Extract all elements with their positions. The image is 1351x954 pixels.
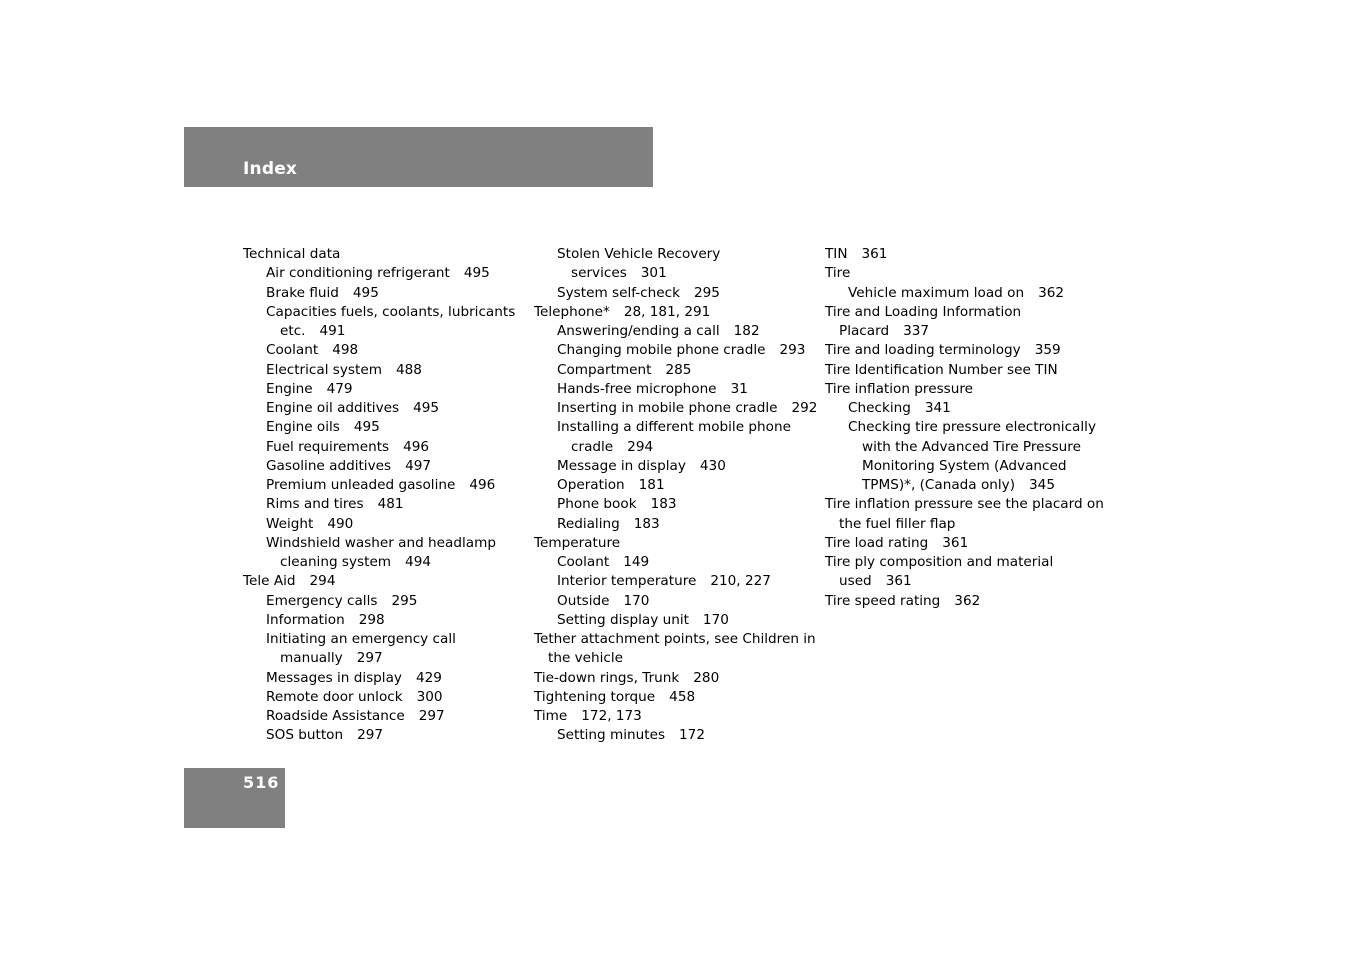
index-entry-pages: 31 bbox=[730, 380, 748, 397]
index-entry bbox=[243, 553, 528, 572]
index-entry bbox=[825, 341, 1100, 360]
index-entry-text: Checking bbox=[848, 400, 911, 416]
index-entry-text: etc. bbox=[280, 323, 306, 339]
index-entry-pages: 495 bbox=[413, 400, 440, 416]
index-entry-text: Engine bbox=[266, 380, 313, 397]
index-entry-text: Time bbox=[534, 708, 568, 724]
index-entry-text: Tire Identification Number see TIN bbox=[825, 361, 1058, 378]
index-entry bbox=[243, 399, 528, 418]
index-entry bbox=[534, 649, 819, 668]
index-entry bbox=[534, 361, 819, 380]
index-entry-pages: 280 bbox=[693, 669, 720, 686]
index-entry-text: Compartment bbox=[557, 361, 652, 378]
index-entry-text: Tire inflation pressure see the placard on bbox=[825, 496, 1104, 513]
index-entry-pages: 297 bbox=[356, 650, 383, 667]
index-entry-text: Inserting in mobile phone cradle bbox=[557, 400, 778, 416]
index-entry-text: Hands-free microphone bbox=[557, 380, 717, 397]
index-entry-pages: 430 bbox=[699, 457, 726, 474]
index-entry-pages: 496 bbox=[469, 477, 496, 493]
index-entry-text: Changing mobile phone cradle bbox=[557, 342, 766, 359]
index-entry bbox=[534, 572, 819, 591]
index-entry-text: Temperature bbox=[534, 534, 621, 551]
header-bar bbox=[184, 127, 653, 187]
index-entry-pages: 149 bbox=[623, 554, 650, 570]
index-entry bbox=[243, 361, 528, 380]
index-entry bbox=[534, 515, 819, 534]
index-entry-text: Remote door unlock bbox=[266, 688, 403, 705]
index-entry-text: Tire and loading terminology bbox=[825, 342, 1021, 359]
page-title: Index bbox=[243, 159, 298, 179]
index-entry-text: Weight bbox=[266, 515, 314, 532]
index-entry bbox=[825, 380, 1100, 399]
index-entry bbox=[825, 515, 1100, 534]
index-entry-text: Tire bbox=[825, 265, 851, 282]
index-entry bbox=[825, 572, 1100, 591]
index-entry bbox=[243, 630, 528, 649]
index-entry-pages: 362 bbox=[1038, 284, 1065, 301]
index-entry bbox=[243, 611, 528, 630]
index-entry bbox=[825, 245, 1100, 264]
index-entry-pages: 341 bbox=[924, 400, 951, 416]
index-entry-text: Message in display bbox=[557, 457, 686, 474]
index-entry-pages: 210, 227 bbox=[710, 573, 771, 590]
index-entry-pages: 337 bbox=[903, 323, 930, 339]
index-entry-pages: 297 bbox=[357, 727, 384, 744]
index-entry-text: Redialing bbox=[557, 515, 620, 532]
index-entry-pages: 495 bbox=[463, 265, 490, 282]
index-entry bbox=[243, 457, 528, 476]
index-entry bbox=[243, 380, 528, 399]
index-entry-text: Brake fluid bbox=[266, 284, 339, 301]
index-entry bbox=[534, 611, 819, 630]
index-entry bbox=[243, 284, 528, 303]
index-entry-pages: 495 bbox=[353, 419, 380, 436]
index-entry bbox=[534, 380, 819, 399]
index-entry-text: Engine oils bbox=[266, 419, 340, 436]
page-number-box bbox=[184, 768, 285, 828]
index-entry-text: Tire speed rating bbox=[825, 592, 941, 609]
index-entry-text: manually bbox=[280, 650, 343, 667]
index-entry bbox=[534, 418, 819, 437]
index-entry-text: Installing a different mobile phone bbox=[557, 419, 791, 436]
index-entry bbox=[534, 438, 819, 457]
index-entry bbox=[243, 688, 528, 707]
index-entry bbox=[534, 245, 819, 264]
index-entry-pages: 298 bbox=[358, 611, 385, 628]
index-entry-pages: 295 bbox=[391, 592, 418, 609]
index-entry-pages: 181 bbox=[638, 477, 665, 493]
index-entry bbox=[534, 707, 819, 726]
index-entry-text: Air conditioning refrigerant bbox=[266, 265, 450, 282]
index-entry-pages: 172 bbox=[679, 727, 705, 744]
index-entry bbox=[825, 553, 1100, 572]
index-entry bbox=[243, 303, 528, 322]
index-entry-pages: 294 bbox=[309, 573, 336, 590]
index-entry bbox=[825, 534, 1100, 553]
index-entry-text: with the Advanced Tire Pressure bbox=[862, 438, 1081, 455]
index-entry-pages: 295 bbox=[693, 284, 720, 301]
index-entry-pages: 170 bbox=[702, 611, 729, 628]
index-entry-text: Coolant bbox=[266, 342, 319, 359]
index-entry bbox=[825, 399, 1100, 418]
index-entry-pages: 491 bbox=[319, 323, 346, 339]
index-entry-text: Tire ply composition and material bbox=[825, 554, 1054, 570]
index-entry-pages: 497 bbox=[405, 457, 432, 474]
index-entry-text: Fuel requirements bbox=[266, 438, 390, 455]
index-entry-text: Interior temperature bbox=[557, 573, 697, 590]
index-entry bbox=[243, 495, 528, 514]
index-entry bbox=[825, 264, 1100, 283]
index-entry bbox=[243, 572, 528, 591]
index-entry-text: Tether attachment points, see Children in bbox=[534, 631, 816, 647]
index-entry-text: Checking tire pressure electronically bbox=[848, 419, 1096, 436]
index-entry-text: Operation bbox=[557, 477, 625, 493]
index-entry-text: Tightening torque bbox=[534, 688, 656, 705]
index-entry bbox=[534, 457, 819, 476]
index-entry-pages: 362 bbox=[954, 592, 981, 609]
index-entry bbox=[534, 630, 819, 649]
index-entry-pages: 285 bbox=[665, 361, 692, 378]
index-entry-text: Telephone* bbox=[534, 303, 610, 320]
index-entry bbox=[534, 534, 819, 553]
index-entry-pages: 28, 181, 291 bbox=[623, 303, 711, 320]
index-entry bbox=[825, 476, 1100, 495]
index-entry bbox=[243, 264, 528, 283]
index-entry bbox=[243, 726, 528, 745]
index-entry-pages: 294 bbox=[627, 438, 654, 455]
index-entry-pages: 170 bbox=[623, 592, 650, 609]
index-entry-pages: 172, 173 bbox=[581, 708, 642, 724]
index-column-1 bbox=[243, 245, 528, 746]
index-entry-text: Vehicle maximum load on bbox=[848, 284, 1025, 301]
index-entry-pages: 488 bbox=[395, 361, 422, 378]
index-entry bbox=[243, 418, 528, 437]
index-entry-pages: 496 bbox=[403, 438, 430, 455]
index-entry-text: Tele Aid bbox=[243, 573, 296, 590]
index-entry-pages: 183 bbox=[633, 515, 660, 532]
index-entry bbox=[825, 592, 1100, 611]
index-entry bbox=[534, 495, 819, 514]
index-entry bbox=[825, 284, 1100, 303]
index-entry-pages: 359 bbox=[1034, 342, 1061, 359]
index-column-3 bbox=[825, 245, 1104, 611]
index-entry-text: Answering/ending a call bbox=[557, 323, 720, 339]
index-entry-pages: 361 bbox=[861, 246, 888, 262]
index-entry-pages: 345 bbox=[1029, 477, 1055, 493]
index-entry bbox=[534, 341, 819, 360]
index-entry-text: Outside bbox=[557, 592, 610, 609]
index-entry-text: Tire and Loading Information bbox=[825, 303, 1022, 320]
index-entry-text: Stolen Vehicle Recovery bbox=[557, 246, 721, 262]
index-entry-pages: 429 bbox=[415, 669, 442, 686]
index-entry-pages: 361 bbox=[942, 534, 969, 551]
index-entry-text: Messages in display bbox=[266, 669, 402, 686]
index-entry-text: Engine oil additives bbox=[266, 400, 400, 416]
index-entry-pages: 297 bbox=[418, 708, 445, 724]
index-entry bbox=[243, 476, 528, 495]
index-entry bbox=[243, 438, 528, 457]
index-entry-text: Gasoline additives bbox=[266, 457, 392, 474]
index-entry bbox=[534, 264, 819, 283]
index-entry bbox=[825, 457, 1100, 476]
index-entry-text: TIN bbox=[825, 246, 848, 262]
index-entry-pages: 292 bbox=[791, 400, 818, 416]
index-entry-text: Rims and tires bbox=[266, 496, 364, 513]
index-entry bbox=[534, 399, 819, 418]
index-entry-text: Monitoring System (Advanced bbox=[862, 457, 1067, 474]
index-entry-text: Phone book bbox=[557, 496, 637, 513]
index-entry-text: SOS button bbox=[266, 727, 344, 744]
index-entry bbox=[534, 669, 819, 688]
index-entry-text: Tire inflation pressure bbox=[825, 380, 973, 397]
index-entry-text: Initiating an emergency call bbox=[266, 631, 456, 647]
index-entry-text: the fuel filler flap bbox=[839, 515, 956, 532]
index-entry-text: Technical data bbox=[243, 246, 341, 262]
index-entry-text: Information bbox=[266, 611, 345, 628]
index-entry-text: Windshield washer and headlamp bbox=[266, 534, 496, 551]
index-entry bbox=[243, 707, 528, 726]
index-entry-pages: 498 bbox=[332, 342, 359, 359]
index-entry-text: Placard bbox=[839, 323, 890, 339]
index-entry-text: Coolant bbox=[557, 554, 610, 570]
index-entry bbox=[534, 476, 819, 495]
index-entry bbox=[825, 303, 1100, 322]
index-entry-text: Emergency calls bbox=[266, 592, 378, 609]
index-entry-text: Tie-down rings, Trunk bbox=[534, 669, 680, 686]
index-entry-text: Capacities fuels, coolants, lubricants bbox=[266, 303, 516, 320]
index-entry bbox=[534, 303, 819, 322]
index-entry-text: used bbox=[839, 573, 872, 590]
index-entry-text: Electrical system bbox=[266, 361, 382, 378]
index-entry bbox=[534, 592, 819, 611]
index-entry bbox=[243, 322, 528, 341]
index-entry bbox=[534, 726, 819, 745]
index-entry-text: cradle bbox=[571, 438, 614, 455]
index-entry bbox=[534, 553, 819, 572]
index-entry-text: Setting display unit bbox=[557, 611, 689, 628]
index-entry-text: services bbox=[571, 265, 627, 282]
index-entry-pages: 490 bbox=[327, 515, 354, 532]
index-entry bbox=[825, 322, 1100, 341]
index-entry bbox=[243, 515, 528, 534]
index-entry bbox=[243, 669, 528, 688]
index-entry-text: Tire load rating bbox=[825, 534, 929, 551]
index-entry-pages: 182 bbox=[733, 323, 760, 339]
index-entry-text: TPMS)*, (Canada only) bbox=[862, 477, 1016, 493]
index-entry-pages: 361 bbox=[885, 573, 912, 590]
index-entry-pages: 479 bbox=[326, 380, 353, 397]
page-number: 516 bbox=[243, 773, 280, 792]
index-entry-text: System self-check bbox=[557, 284, 680, 301]
index-entry-pages: 458 bbox=[669, 688, 696, 705]
index-entry bbox=[243, 649, 528, 668]
index-entry-text: Roadside Assistance bbox=[266, 708, 405, 724]
index-entry bbox=[825, 438, 1100, 457]
index-entry-pages: 495 bbox=[352, 284, 379, 301]
index-entry-pages: 293 bbox=[779, 342, 806, 359]
index-entry bbox=[825, 418, 1100, 437]
index-entry-text: the vehicle bbox=[548, 650, 624, 667]
index-entry-text: cleaning system bbox=[280, 554, 392, 570]
index-entry-pages: 481 bbox=[377, 496, 404, 513]
index-entry-pages: 183 bbox=[650, 496, 677, 513]
index-entry bbox=[243, 534, 528, 553]
index-entry bbox=[534, 322, 819, 341]
index-column-2 bbox=[534, 245, 819, 746]
index-entry bbox=[825, 495, 1104, 514]
index-entry bbox=[534, 688, 819, 707]
index-entry bbox=[534, 284, 819, 303]
index-entry-pages: 494 bbox=[405, 554, 431, 570]
index-entry bbox=[825, 361, 1100, 380]
index-entry bbox=[243, 341, 528, 360]
index-entry bbox=[243, 245, 528, 264]
index-entry bbox=[243, 592, 528, 611]
index-entry-pages: 301 bbox=[640, 265, 667, 282]
index-entry-text: Premium unleaded gasoline bbox=[266, 477, 456, 493]
index-entry-pages: 300 bbox=[416, 688, 443, 705]
index-entry-text: Setting minutes bbox=[557, 727, 666, 744]
